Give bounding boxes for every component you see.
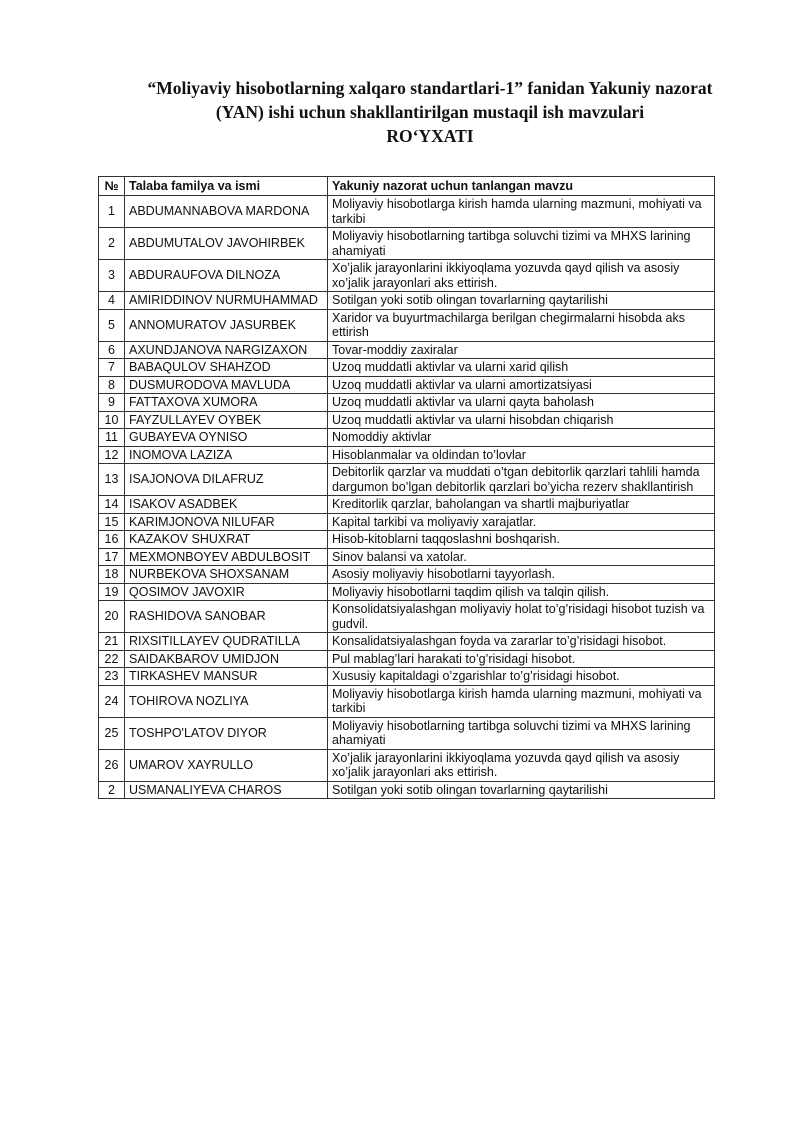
student-name: AMIRIDDINOV NURMUHAMMAD (125, 292, 328, 310)
header-topic: Yakuniy nazorat uchun tanlangan mavzu (328, 177, 715, 196)
table-row (99, 359, 715, 377)
student-name: USMANALIYEVA CHAROS (125, 781, 328, 799)
topic-text: Hisob-kitoblarni taqqoslashni boshqarish. (328, 531, 715, 549)
topic-text: Xususiy kapitaldagi o’zgarishlar to’g’risidagi hisobot. (328, 668, 715, 686)
table-row (99, 496, 715, 514)
table-row (99, 376, 715, 394)
title-line-3: RO‘YXATI (386, 126, 474, 146)
table-row (99, 566, 715, 584)
topic-text: Asosiy moliyaviy hisobotlarni tayyorlash. (328, 566, 715, 584)
student-name: ABDURAUFOVA DILNOZA (125, 260, 328, 292)
topic-text: Konsalidatsiyalashgan foyda va zararlar to’g’risidagi hisobot. (328, 633, 715, 651)
table-row (99, 717, 715, 749)
row-number: 19 (99, 583, 125, 601)
student-name: TOHIROVA NOZLIYA (125, 685, 328, 717)
table-row (99, 429, 715, 447)
topic-text: Pul mablag’lari harakati to’g’risidagi hisobot. (328, 650, 715, 668)
student-name: KAZAKOV SHUXRAT (125, 531, 328, 549)
row-number: 23 (99, 668, 125, 686)
student-name: SAIDAKBAROV UMIDJON (125, 650, 328, 668)
topic-text: Xo’jalik jarayonlarini ikkiyoqlama yozuvda qayd qilish va asosiy xo’jalik jarayonlari aks ettirish. (328, 260, 715, 292)
topic-text: Moliyaviy hisobotlarga kirish hamda ularning mazmuni, mohiyati va tarkibi (328, 685, 715, 717)
students-table (98, 176, 715, 799)
row-number: 6 (99, 341, 125, 359)
row-number: 15 (99, 513, 125, 531)
student-name: GUBAYEVA OYNISO (125, 429, 328, 447)
topic-text: Kapital tarkibi va moliyaviy xarajatlar. (328, 513, 715, 531)
topic-text: Debitorlik qarzlar va muddati o’tgan debitorlik qarzlari tahlili hamda dargumon bo’lgan debitorlik qarzlari bo’yicha rezerv shakllantirish (328, 464, 715, 496)
table-row (99, 749, 715, 781)
row-number: 17 (99, 548, 125, 566)
row-number: 7 (99, 359, 125, 377)
student-name: TIRKASHEV MANSUR (125, 668, 328, 686)
title-line-2: (YAN) ishi uchun shakllantirilgan mustaqil ish mavzulari (215, 102, 645, 122)
student-name: QOSIMOV JAVOXIR (125, 583, 328, 601)
row-number: 24 (99, 685, 125, 717)
row-number: 1 (99, 196, 125, 228)
topic-text: Sinov balansi va xatolar. (328, 548, 715, 566)
student-name: ISAJONOVA DILAFRUZ (125, 464, 328, 496)
row-number: 25 (99, 717, 125, 749)
row-number: 5 (99, 309, 125, 341)
row-number: 22 (99, 650, 125, 668)
student-name: ISAKOV ASADBEK (125, 496, 328, 514)
table-row (99, 196, 715, 228)
student-name: NURBEKOVA SHOXSANAM (125, 566, 328, 584)
student-name: MEXMONBOYEV ABDULBOSIT (125, 548, 328, 566)
header-name: Talaba familya va ismi (125, 177, 328, 196)
student-name: TOSHPO'LATOV DIYOR (125, 717, 328, 749)
row-number: 11 (99, 429, 125, 447)
topic-text: Moliyaviy hisobotlarga kirish hamda ularning mazmuni, mohiyati va tarkibi (328, 196, 715, 228)
row-number: 20 (99, 601, 125, 633)
row-number: 2 (99, 781, 125, 799)
row-number: 8 (99, 376, 125, 394)
table-header-row (99, 177, 715, 196)
table-row (99, 633, 715, 651)
topic-text: Nomoddiy aktivlar (328, 429, 715, 447)
row-number: 16 (99, 531, 125, 549)
document-title (110, 76, 750, 148)
table-row (99, 394, 715, 412)
row-number: 18 (99, 566, 125, 584)
topic-text: Hisoblanmalar va oldindan to’lovlar (328, 446, 715, 464)
student-name: FAYZULLAYEV OYBEK (125, 411, 328, 429)
row-number: 12 (99, 446, 125, 464)
table-row (99, 446, 715, 464)
row-number: 9 (99, 394, 125, 412)
topic-text: Uzoq muddatli aktivlar va ularni xarid qilish (328, 359, 715, 377)
table-row (99, 228, 715, 260)
table-row (99, 464, 715, 496)
table-row (99, 601, 715, 633)
topic-text: Tovar-moddiy zaxiralar (328, 341, 715, 359)
row-number: 21 (99, 633, 125, 651)
topic-text: Uzoq muddatli aktivlar va ularni qayta baholash (328, 394, 715, 412)
topic-text: Xo’jalik jarayonlarini ikkiyoqlama yozuvda qayd qilish va asosiy xo’jalik jarayonlari aks ettirish. (328, 749, 715, 781)
table-row (99, 411, 715, 429)
student-name: RASHIDOVA SANOBAR (125, 601, 328, 633)
topic-text: Uzoq muddatli aktivlar va ularni hisobdan chiqarish (328, 411, 715, 429)
topic-text: Kreditorlik qarzlar, baholangan va shartli majburiyatlar (328, 496, 715, 514)
student-name: KARIMJONOVA NILUFAR (125, 513, 328, 531)
table-row (99, 292, 715, 310)
student-name: AXUNDJANOVA NARGIZAXON (125, 341, 328, 359)
row-number: 2 (99, 228, 125, 260)
table-row (99, 548, 715, 566)
table-row (99, 583, 715, 601)
table-row (99, 341, 715, 359)
topic-text: Konsolidatsiyalashgan moliyaviy holat to’g’risidagi hisobot tuzish va gudvil. (328, 601, 715, 633)
table-row (99, 685, 715, 717)
topic-text: Moliyaviy hisobotlarni taqdim qilish va talqin qilish. (328, 583, 715, 601)
student-name: BABAQULOV SHAHZOD (125, 359, 328, 377)
topic-text: Moliyaviy hisobotlarning tartibga soluvchi tizimi va MHXS larining ahamiyati (328, 228, 715, 260)
topic-text: Uzoq muddatli aktivlar va ularni amortizatsiyasi (328, 376, 715, 394)
student-name: UMAROV XAYRULLO (125, 749, 328, 781)
row-number: 4 (99, 292, 125, 310)
table-row (99, 309, 715, 341)
topic-text: Xaridor va buyurtmachilarga berilgan chegirmalarni hisobda aks ettirish (328, 309, 715, 341)
header-num: № (99, 177, 125, 196)
title-line-1: “Moliyaviy hisobotlarning xalqaro standartlari-1” fanidan Yakuniy nazorat (147, 78, 713, 98)
table-row (99, 650, 715, 668)
table-row (99, 531, 715, 549)
student-name: DUSMURODOVA MAVLUDA (125, 376, 328, 394)
row-number: 13 (99, 464, 125, 496)
row-number: 3 (99, 260, 125, 292)
student-name: ABDUMANNABOVA MARDONA (125, 196, 328, 228)
table-row (99, 260, 715, 292)
topic-text: Sotilgan yoki sotib olingan tovarlarning qaytarilishi (328, 781, 715, 799)
row-number: 14 (99, 496, 125, 514)
student-name: ABDUMUTALOV JAVOHIRBEK (125, 228, 328, 260)
topic-text: Moliyaviy hisobotlarning tartibga soluvchi tizimi va MHXS larining ahamiyati (328, 717, 715, 749)
student-name: INOMOVA LAZIZA (125, 446, 328, 464)
table-row (99, 781, 715, 799)
row-number: 10 (99, 411, 125, 429)
row-number: 26 (99, 749, 125, 781)
student-name: RIXSITILLAYEV QUDRATILLA (125, 633, 328, 651)
student-name: ANNOMURATOV JASURBEK (125, 309, 328, 341)
table-row (99, 513, 715, 531)
student-name: FATTAXOVA XUMORA (125, 394, 328, 412)
topic-text: Sotilgan yoki sotib olingan tovarlarning qaytarilishi (328, 292, 715, 310)
table-row (99, 668, 715, 686)
